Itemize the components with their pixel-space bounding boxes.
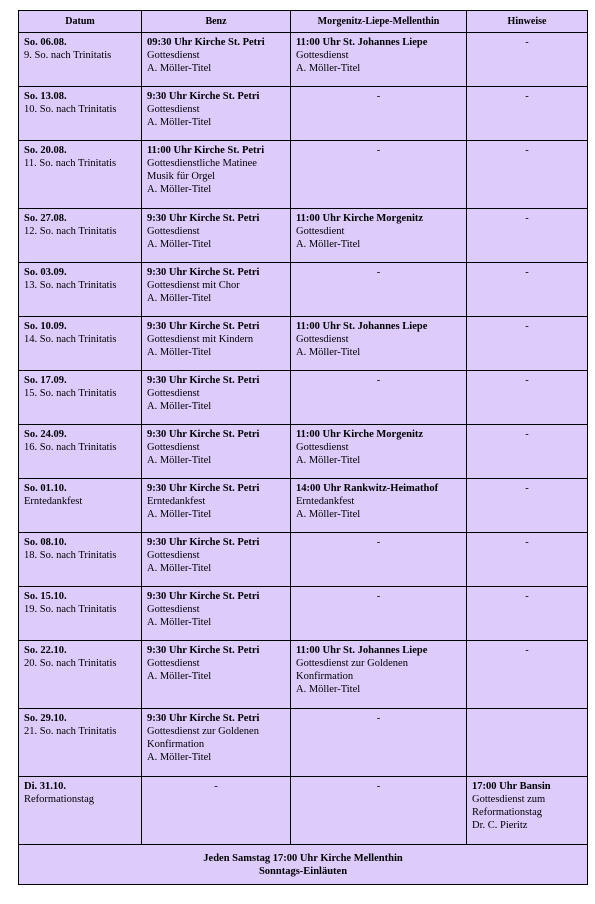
liturgical-occasion: 18. So. nach Trinitatis: [24, 550, 117, 561]
service-time-location: 11:00 Uhr Kirche St. Petri: [147, 145, 265, 156]
no-service-dash: -: [376, 591, 381, 602]
service-date: So. 03.09.: [24, 267, 67, 278]
benz-cell: [142, 33, 291, 87]
service-detail: Erntedankfest: [147, 496, 206, 507]
hinweise-cell: [467, 709, 588, 777]
service-time-location: 11:00 Uhr St. Johannes Liepe: [296, 37, 428, 48]
service-detail: Gottesdienst: [147, 658, 200, 669]
service-date: So. 22.10.: [24, 645, 67, 656]
no-service-dash: -: [525, 645, 529, 656]
schedule-row: [19, 709, 588, 777]
service-detail: Musik für Orgel: [147, 171, 216, 182]
schedule-row: [19, 587, 588, 641]
service-detail: A. Möller-Titel: [147, 617, 212, 628]
service-schedule-table: [18, 10, 588, 885]
benz-cell: [142, 317, 291, 371]
header-hinweise: Hinweise: [467, 11, 588, 33]
header-datum: Datum: [19, 11, 142, 33]
footer-line-1: Jeden Samstag 17:00 Uhr Kirche Mellenthin: [203, 853, 403, 864]
no-service-dash: -: [525, 91, 529, 102]
date-cell: [19, 141, 142, 209]
schedule-row: [19, 533, 588, 587]
service-detail: Gottesdienst mit Chor: [147, 280, 240, 291]
service-date: So. 08.10.: [24, 537, 67, 548]
service-date: So. 27.08.: [24, 213, 67, 224]
morgenitz-liepe-mellenthin-cell: [291, 87, 467, 141]
service-detail: A. Möller-Titel: [296, 347, 361, 358]
service-detail: Erntedankfest: [296, 496, 355, 507]
service-detail: Reformationstag: [472, 807, 542, 818]
liturgical-occasion: 15. So. nach Trinitatis: [24, 388, 117, 399]
no-service-dash: -: [525, 591, 529, 602]
service-date: So. 06.08.: [24, 37, 67, 48]
liturgical-occasion: Erntedankfest: [24, 496, 83, 507]
schedule-row: [19, 371, 588, 425]
service-detail: Gottesdienstliche Matinee: [147, 158, 257, 169]
service-detail: Gottesdienst: [147, 226, 200, 237]
benz-cell: [142, 87, 291, 141]
service-time-location: 9:30 Uhr Kirche St. Petri: [147, 321, 260, 332]
service-date: So. 20.08.: [24, 145, 67, 156]
schedule-row: [19, 479, 588, 533]
service-date: So. 10.09.: [24, 321, 67, 332]
benz-cell: [142, 479, 291, 533]
service-detail: Gottesdienst: [296, 442, 349, 453]
service-time-location: 9:30 Uhr Kirche St. Petri: [147, 713, 260, 724]
date-cell: [19, 587, 142, 641]
liturgical-occasion: 10. So. nach Trinitatis: [24, 104, 117, 115]
date-cell: [19, 479, 142, 533]
hinweise-cell: [467, 141, 588, 209]
no-service-dash: -: [376, 145, 381, 156]
service-detail: A. Möller-Titel: [147, 752, 212, 763]
morgenitz-liepe-mellenthin-cell: [291, 425, 467, 479]
no-service-dash: -: [525, 267, 529, 278]
footer-row: [19, 845, 588, 885]
hinweise-cell: [467, 641, 588, 709]
schedule-row: [19, 263, 588, 317]
morgenitz-liepe-mellenthin-cell: [291, 371, 467, 425]
service-time-location: 11:00 Uhr St. Johannes Liepe: [296, 321, 428, 332]
service-time-location: 9:30 Uhr Kirche St. Petri: [147, 537, 260, 548]
service-detail: A. Möller-Titel: [147, 184, 212, 195]
benz-cell: [142, 425, 291, 479]
hinweise-cell: [467, 777, 588, 845]
service-detail: A. Möller-Titel: [147, 117, 212, 128]
service-date: So. 13.08.: [24, 91, 67, 102]
service-detail: Gottesdienst: [147, 50, 200, 61]
schedule-row: [19, 87, 588, 141]
benz-cell: [142, 371, 291, 425]
liturgical-occasion: 13. So. nach Trinitatis: [24, 280, 117, 291]
service-time-location: 17:00 Uhr Bansin: [472, 781, 551, 792]
date-cell: [19, 87, 142, 141]
no-service-dash: -: [376, 267, 381, 278]
liturgical-occasion: 11. So. nach Trinitatis: [24, 158, 117, 169]
service-detail: A. Möller-Titel: [147, 239, 212, 250]
service-time-location: 9:30 Uhr Kirche St. Petri: [147, 429, 260, 440]
service-detail: Gottesdienst: [147, 550, 200, 561]
header-row: [19, 11, 588, 33]
date-cell: [19, 263, 142, 317]
header-morgenitz-liepe-mellenthin: Morgenitz-Liepe-Mellenthin: [291, 11, 467, 33]
date-cell: [19, 709, 142, 777]
no-service-dash: -: [376, 91, 381, 102]
header-benz: Benz: [142, 11, 291, 33]
service-detail: Gottesdienst zur Goldenen: [296, 658, 408, 669]
morgenitz-liepe-mellenthin-cell: [291, 141, 467, 209]
liturgical-occasion: 12. So. nach Trinitatis: [24, 226, 117, 237]
service-detail: Konfirmation: [147, 739, 205, 750]
date-cell: [19, 371, 142, 425]
service-time-location: 9:30 Uhr Kirche St. Petri: [147, 645, 260, 656]
service-detail: Gottesdienst: [296, 334, 349, 345]
schedule-row: [19, 777, 588, 845]
service-detail: Gottesdienst zum: [472, 794, 546, 805]
benz-cell: [142, 141, 291, 209]
benz-cell: [142, 209, 291, 263]
hinweise-cell: [467, 371, 588, 425]
morgenitz-liepe-mellenthin-cell: [291, 479, 467, 533]
service-date: Di. 31.10.: [24, 781, 66, 792]
date-cell: [19, 33, 142, 87]
liturgical-occasion: 9. So. nach Trinitatis: [24, 50, 112, 61]
service-time-location: 9:30 Uhr Kirche St. Petri: [147, 213, 260, 224]
liturgical-occasion: 20. So. nach Trinitatis: [24, 658, 117, 669]
morgenitz-liepe-mellenthin-cell: [291, 533, 467, 587]
morgenitz-liepe-mellenthin-cell: [291, 587, 467, 641]
hinweise-cell: [467, 209, 588, 263]
service-detail: Gottesdienst: [147, 104, 200, 115]
date-cell: [19, 317, 142, 371]
schedule-row: [19, 33, 588, 87]
service-detail: A. Möller-Titel: [147, 455, 212, 466]
benz-cell: [142, 263, 291, 317]
hinweise-cell: [467, 263, 588, 317]
liturgical-occasion: 21. So. nach Trinitatis: [24, 726, 117, 737]
no-service-dash: -: [376, 781, 381, 792]
liturgical-occasion: 14. So. nach Trinitatis: [24, 334, 117, 345]
no-service-dash: -: [525, 213, 529, 224]
schedule-row: [19, 209, 588, 263]
date-cell: [19, 533, 142, 587]
date-cell: [19, 777, 142, 845]
footer-line-2: Sonntags-Einläuten: [258, 866, 348, 877]
service-time-location: 11:00 Uhr Kirche Morgenitz: [296, 213, 424, 224]
service-detail: A. Möller-Titel: [147, 671, 212, 682]
service-detail: Gottesdienst: [296, 50, 349, 61]
schedule-row: [19, 425, 588, 479]
morgenitz-liepe-mellenthin-cell: [291, 263, 467, 317]
no-service-dash: -: [376, 713, 381, 724]
service-detail: A. Möller-Titel: [296, 509, 361, 520]
morgenitz-liepe-mellenthin-cell: [291, 317, 467, 371]
service-detail: Gottesdient: [296, 226, 345, 237]
no-service-dash: -: [376, 375, 381, 386]
service-detail: A. Möller-Titel: [147, 563, 212, 574]
hinweise-cell: [467, 587, 588, 641]
morgenitz-liepe-mellenthin-cell: [291, 709, 467, 777]
service-time-location: 09:30 Uhr Kirche St. Petri: [147, 37, 265, 48]
liturgical-occasion: Reformationstag: [24, 794, 94, 805]
footer-cell: [19, 845, 588, 885]
service-detail: A. Möller-Titel: [147, 509, 212, 520]
service-date: So. 24.09.: [24, 429, 67, 440]
benz-cell: [142, 641, 291, 709]
schedule-row: [19, 141, 588, 209]
service-detail: A. Möller-Titel: [296, 239, 361, 250]
service-detail: A. Möller-Titel: [147, 293, 212, 304]
service-detail: Gottesdienst: [147, 604, 200, 615]
service-detail: Gottesdienst mit Kindern: [147, 334, 254, 345]
hinweise-cell: [467, 533, 588, 587]
no-service-dash: -: [525, 429, 529, 440]
morgenitz-liepe-mellenthin-cell: [291, 33, 467, 87]
hinweise-cell: [467, 87, 588, 141]
service-date: So. 15.10.: [24, 591, 67, 602]
no-service-dash: -: [525, 483, 529, 494]
service-time-location: 14:00 Uhr Rankwitz-Heimathof: [296, 483, 439, 494]
benz-cell: [142, 709, 291, 777]
no-service-dash: -: [525, 37, 529, 48]
service-detail: Dr. C. Pieritz: [472, 820, 528, 831]
no-service-dash: -: [525, 375, 529, 386]
service-time-location: 9:30 Uhr Kirche St. Petri: [147, 375, 260, 386]
no-service-dash: -: [525, 145, 529, 156]
no-service-dash: -: [214, 781, 218, 792]
morgenitz-liepe-mellenthin-cell: [291, 209, 467, 263]
service-detail: A. Möller-Titel: [147, 347, 212, 358]
service-detail: A. Möller-Titel: [296, 455, 361, 466]
hinweise-cell: [467, 425, 588, 479]
benz-cell: [142, 533, 291, 587]
hinweise-cell: [467, 33, 588, 87]
service-time-location: 9:30 Uhr Kirche St. Petri: [147, 483, 260, 494]
hinweise-cell: [467, 317, 588, 371]
service-detail: Konfirmation: [296, 671, 354, 682]
no-service-dash: -: [376, 537, 381, 548]
morgenitz-liepe-mellenthin-cell: [291, 641, 467, 709]
service-date: So. 01.10.: [24, 483, 67, 494]
service-date: So. 17.09.: [24, 375, 67, 386]
service-detail: A. Möller-Titel: [296, 684, 361, 695]
service-detail: Gottesdienst: [147, 388, 200, 399]
benz-cell: [142, 777, 291, 845]
service-time-location: 9:30 Uhr Kirche St. Petri: [147, 267, 260, 278]
service-time-location: 11:00 Uhr St. Johannes Liepe: [296, 645, 428, 656]
liturgical-occasion: 19. So. nach Trinitatis: [24, 604, 117, 615]
service-date: So. 29.10.: [24, 713, 67, 724]
service-time-location: 9:30 Uhr Kirche St. Petri: [147, 91, 260, 102]
no-service-dash: -: [525, 537, 529, 548]
service-detail: A. Möller-Titel: [296, 63, 361, 74]
service-detail: A. Möller-Titel: [147, 63, 212, 74]
service-time-location: 11:00 Uhr Kirche Morgenitz: [296, 429, 424, 440]
date-cell: [19, 641, 142, 709]
service-detail: Gottesdienst zur Goldenen: [147, 726, 259, 737]
hinweise-cell: [467, 479, 588, 533]
benz-cell: [142, 587, 291, 641]
service-detail: A. Möller-Titel: [147, 401, 212, 412]
liturgical-occasion: 16. So. nach Trinitatis: [24, 442, 117, 453]
morgenitz-liepe-mellenthin-cell: [291, 777, 467, 845]
service-detail: Gottesdienst: [147, 442, 200, 453]
date-cell: [19, 425, 142, 479]
service-time-location: 9:30 Uhr Kirche St. Petri: [147, 591, 260, 602]
schedule-row: [19, 317, 588, 371]
schedule-row: [19, 641, 588, 709]
no-service-dash: -: [525, 321, 529, 332]
date-cell: [19, 209, 142, 263]
